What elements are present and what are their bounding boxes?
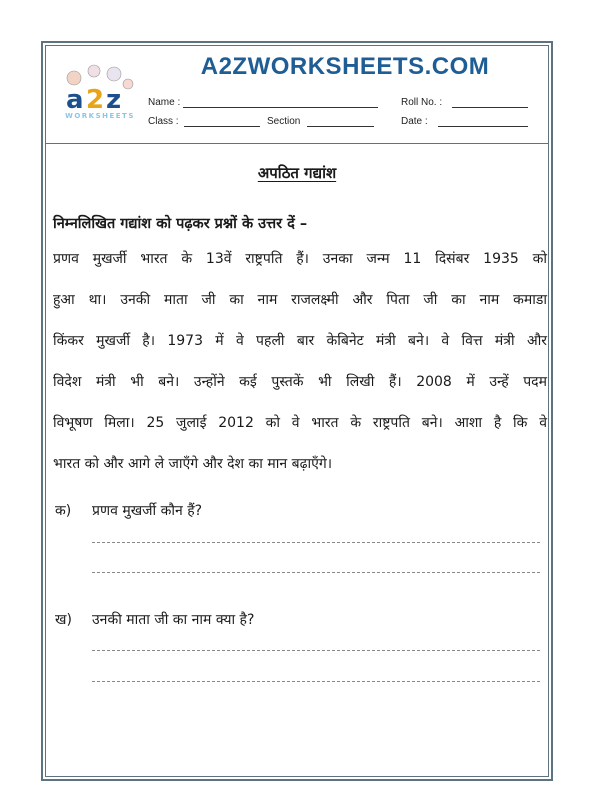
instruction: निम्नलिखित गद्यांश को पढ़कर प्रश्नों के उत्तर दें – — [53, 216, 308, 232]
date-blank[interactable] — [438, 126, 528, 127]
question-label: क) — [55, 503, 72, 519]
answer-line[interactable] — [92, 572, 540, 573]
question-text: उनकी माता जी का नाम क्या है? — [92, 612, 255, 628]
worksheet-title: अपठित गद्यांश — [257, 164, 337, 182]
roll-blank[interactable] — [452, 107, 528, 108]
page-border-inner — [45, 45, 549, 777]
section-label: Section — [267, 116, 301, 127]
class-label: Class : — [148, 116, 179, 127]
roll-label: Roll No. : — [401, 97, 443, 108]
question-text: प्रणव मुखर्जी कौन हैं? — [92, 503, 203, 519]
svg-text:a: a — [66, 85, 84, 115]
answer-line[interactable] — [92, 650, 540, 651]
question-label: ख) — [55, 612, 72, 628]
section-blank[interactable] — [307, 126, 374, 127]
passage-line: प्रणव मुखर्जी भारत के 13वें राष्ट्रपति हैं। उनका जन्म 11 दिसंबर 1935 को — [53, 251, 547, 267]
name-blank[interactable] — [183, 107, 378, 108]
name-label: Name : — [148, 97, 181, 108]
site-title[interactable]: A2ZWORKSHEETS.COM — [200, 53, 490, 80]
passage-line: किंकर मुखर्जी है। 1973 में वे पहली बार केबिनेट मंत्री बने। वे वित्त मंत्री और — [53, 333, 547, 349]
passage-line: हुआ था। उनकी माता जी का नाम राजलक्ष्मी और पिता जी का नाम कमाडा — [53, 292, 547, 308]
passage-line: भारत को और आगे ले जाएँगे और देश का मान बढ़ाएँगे। — [53, 456, 333, 472]
date-label: Date : — [401, 116, 428, 127]
svg-text:z: z — [106, 85, 122, 115]
logo-caption: WORKSHEETS — [65, 112, 135, 120]
answer-line[interactable] — [92, 681, 540, 682]
answer-line[interactable] — [92, 542, 540, 543]
passage-line: विभूषण मिला। 25 जुलाई 2012 को वे भारत के राष्ट्रपति बने। आशा है कि वे — [53, 415, 547, 431]
class-blank[interactable] — [184, 126, 260, 127]
svg-text:2: 2 — [86, 85, 105, 115]
passage-line: विदेश मंत्री भी बने। उन्होंने कई पुस्तकें भी लिखी हैं। 2008 में उन्हें पदम — [53, 374, 547, 390]
